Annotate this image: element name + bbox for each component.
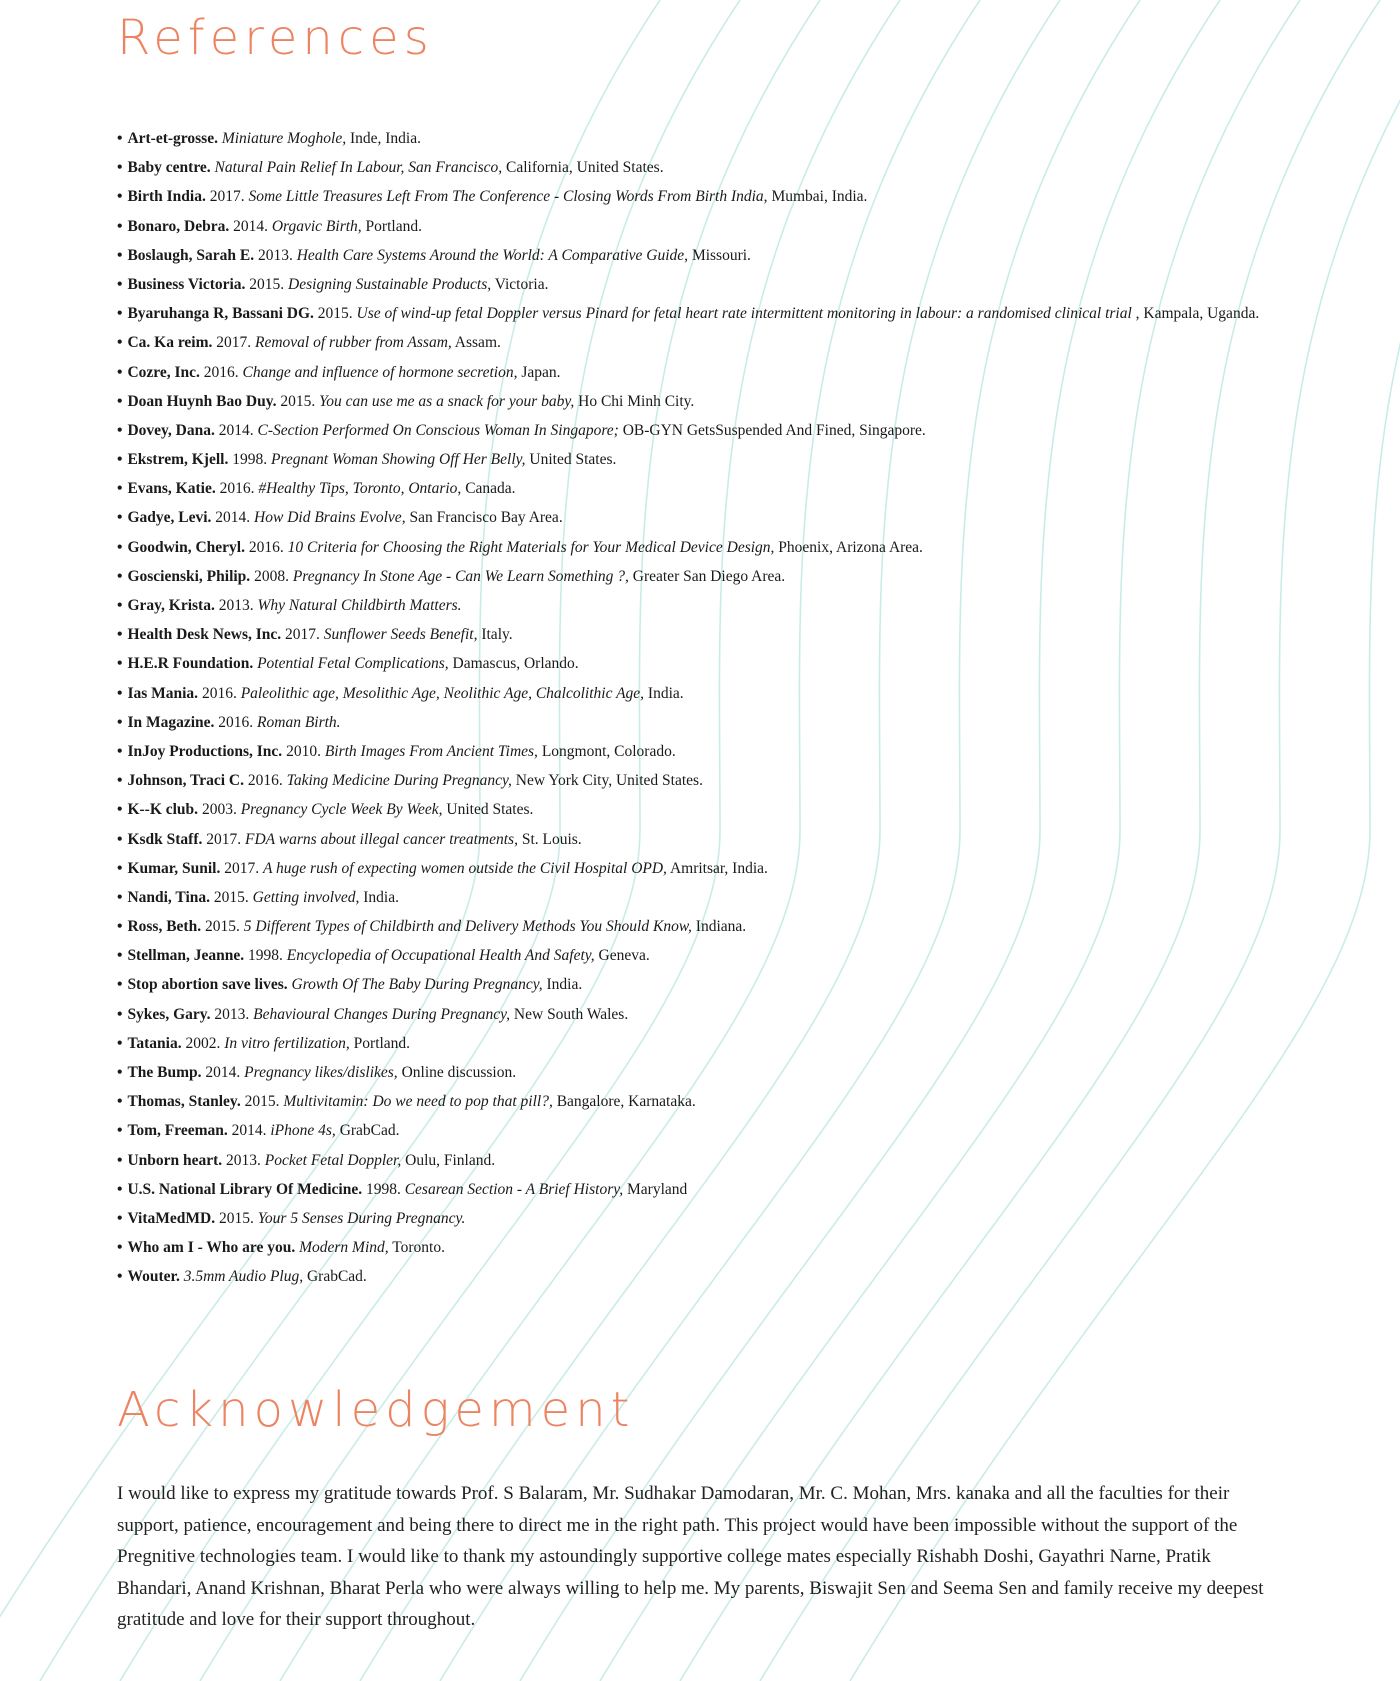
reference-title: Health Care Systems Around the World: A Comparative Guide, <box>296 246 689 264</box>
reference-title: C-Section Performed On Conscious Woman In Singapore; <box>257 421 619 439</box>
bullet-icon: • <box>117 451 123 469</box>
reference-year: 2017. <box>202 830 242 848</box>
reference-year: 2014. <box>214 421 254 439</box>
reference-item <box>117 912 1357 941</box>
reference-title: Potential Fetal Complications, <box>257 655 449 673</box>
reference-item <box>117 649 1357 678</box>
reference-item <box>117 1204 1357 1233</box>
reference-year: 2017. <box>212 334 252 352</box>
reference-year: 1998. <box>228 451 268 469</box>
reference-title: 10 Criteria for Choosing the Right Materials for Your Medical Device Design, <box>287 538 775 556</box>
reference-author: Health Desk News, Inc. <box>127 626 282 644</box>
reference-item <box>117 1116 1357 1145</box>
reference-author: VitaMedMD. <box>127 1209 216 1227</box>
reference-author: Tatania. <box>127 1034 182 1052</box>
reference-year: 2016. <box>215 480 255 498</box>
reference-author: Doan Huynh Bao Duy. <box>127 392 277 410</box>
reference-year: 1998. <box>362 1180 401 1198</box>
reference-year: 2015. <box>201 918 240 936</box>
reference-place: Indiana. <box>691 918 747 936</box>
reference-place: St. Louis. <box>517 830 582 848</box>
reference-year: 2016. <box>198 684 237 702</box>
reference-title: Birth Images From Ancient Times, <box>324 742 538 760</box>
reference-place: Damascus, Orlando. <box>448 655 579 673</box>
bullet-icon: • <box>117 159 123 177</box>
bullet-icon: • <box>117 1034 123 1052</box>
bullet-icon: • <box>117 363 123 381</box>
reference-title: Orgavic Birth, <box>271 217 362 235</box>
reference-title: Removal of rubber from Assam, <box>255 334 452 352</box>
reference-place: Maryland <box>623 1180 688 1198</box>
bullet-icon: • <box>117 1064 123 1081</box>
reference-place: California, United States. <box>502 159 664 177</box>
reference-place: , Kampala, Uganda. <box>1131 305 1260 323</box>
bullet-icon: • <box>117 130 123 147</box>
reference-year: 2016. <box>199 363 239 381</box>
reference-author: InJoy Productions, Inc. <box>127 742 283 760</box>
reference-title: A huge rush of expecting women outside the Civil Hospital OPD, <box>262 859 667 877</box>
reference-year: 2014. <box>227 1122 267 1140</box>
reference-place: Assam. <box>451 334 501 352</box>
reference-item <box>117 1262 1357 1291</box>
reference-item <box>117 124 1357 153</box>
reference-author: U.S. National Library Of Medicine. <box>127 1180 363 1198</box>
reference-place: San Francisco Bay Area. <box>405 509 563 527</box>
reference-title: Pregnancy Cycle Week By Week, <box>240 801 443 819</box>
reference-title: Pocket Fetal Doppler, <box>264 1151 402 1169</box>
reference-place: Longmont, Colorado. <box>537 742 676 760</box>
reference-place: India. <box>359 888 399 906</box>
reference-place: OB-GYN GetsSuspended And Fined, Singapore. <box>618 421 926 439</box>
reference-author: Boslaugh, Sarah E. <box>127 246 255 264</box>
reference-place: Online discussion. <box>397 1064 517 1081</box>
reference-title: Pregnancy In Stone Age - Can We Learn Something ?, <box>292 567 629 585</box>
reference-title: Growth Of The Baby During Pregnancy, <box>291 976 543 994</box>
reference-year: 2014. <box>229 217 268 235</box>
reference-year: 2010. <box>282 742 321 760</box>
reference-item <box>117 854 1357 883</box>
reference-author: Johnson, Traci C. <box>127 772 244 790</box>
reference-author: Stop abortion save lives. <box>127 976 288 994</box>
bullet-icon: • <box>117 713 123 731</box>
bullet-icon: • <box>117 392 123 410</box>
reference-title: Behavioural Changes During Pregnancy, <box>253 1005 511 1023</box>
reference-place: United States. <box>525 451 617 469</box>
reference-item <box>117 328 1357 357</box>
reference-author: Goscienski, Philip. <box>127 567 251 585</box>
reference-place: New York City, United States. <box>511 772 703 790</box>
bullet-icon: • <box>117 597 123 614</box>
reference-year: 2015. <box>276 392 316 410</box>
reference-title: Taking Medicine During Pregnancy, <box>286 772 512 790</box>
reference-author: Gadye, Levi. <box>127 509 212 527</box>
reference-title: Cesarean Section - A Brief History, <box>404 1180 624 1198</box>
reference-author: The Bump. <box>127 1064 202 1081</box>
reference-author: K--K club. <box>127 801 199 819</box>
reference-year: 2017. <box>220 859 260 877</box>
reference-year: 2016. <box>244 772 283 790</box>
acknowledgement-heading: Acknowledgement <box>117 1382 635 1438</box>
reference-author: Who am I - Who are you. <box>127 1239 296 1257</box>
bullet-icon: • <box>117 509 123 527</box>
bullet-icon: • <box>117 888 123 906</box>
bullet-icon: • <box>117 742 123 760</box>
reference-year: 2016. <box>214 713 254 731</box>
reference-year: 2002. <box>181 1034 221 1052</box>
bullet-icon: • <box>117 480 123 498</box>
reference-place: Toronto. <box>388 1239 445 1257</box>
bullet-icon: • <box>117 1151 123 1169</box>
reference-place: GrabCad. <box>335 1122 400 1140</box>
reference-year: 2014. <box>201 1064 241 1081</box>
reference-item <box>117 270 1357 299</box>
reference-year: 2015. <box>245 275 285 293</box>
bullet-icon: • <box>117 1268 123 1286</box>
reference-place: Geneva. <box>594 947 650 965</box>
reference-title: Why Natural Childbirth Matters. <box>257 597 462 614</box>
reference-title: Use of wind-up fetal Doppler versus Pinard for fetal heart rate intermittent monitoring in labour: a randomised clinical trial <box>356 305 1132 323</box>
bullet-icon: • <box>117 1180 123 1198</box>
reference-item <box>117 562 1357 591</box>
reference-place: Bangalore, Karnataka. <box>552 1093 696 1111</box>
reference-item <box>117 766 1357 795</box>
reference-year: 2015. <box>215 1209 254 1227</box>
reference-place: Portland. <box>349 1034 411 1052</box>
bullet-icon: • <box>117 1005 123 1023</box>
reference-place: Victoria. <box>491 275 549 293</box>
reference-item <box>117 679 1357 708</box>
reference-author: Kumar, Sunil. <box>127 859 221 877</box>
reference-item <box>117 620 1357 649</box>
reference-author: Sykes, Gary. <box>127 1005 211 1023</box>
reference-author: Ross, Beth. <box>127 918 202 936</box>
reference-item <box>117 1058 1357 1087</box>
bullet-icon: • <box>117 305 123 323</box>
bullet-icon: • <box>117 275 123 293</box>
reference-author: Baby centre. <box>127 159 211 177</box>
bullet-icon: • <box>117 684 123 702</box>
reference-author: Byaruhanga R, Bassani DG. <box>127 305 314 323</box>
bullet-icon: • <box>117 1093 123 1111</box>
bullet-icon: • <box>117 918 123 936</box>
reference-year: 2014. <box>211 509 251 527</box>
reference-item <box>117 182 1357 211</box>
bullet-icon: • <box>117 1209 123 1227</box>
bullet-icon: • <box>117 1239 123 1257</box>
bullet-icon: • <box>117 188 123 206</box>
reference-item <box>117 212 1357 241</box>
reference-item <box>117 1087 1357 1116</box>
reference-item <box>117 387 1357 416</box>
reference-year: 2008. <box>250 567 289 585</box>
reference-title: How Did Brains Evolve, <box>254 509 406 527</box>
reference-item <box>117 358 1357 387</box>
reference-item <box>117 708 1357 737</box>
reference-item <box>117 941 1357 970</box>
reference-place: Italy. <box>477 626 513 644</box>
reference-author: Tom, Freeman. <box>127 1122 228 1140</box>
reference-title: In vitro fertilization, <box>224 1034 350 1052</box>
reference-item <box>117 1175 1357 1204</box>
reference-year: 2013. <box>210 1005 250 1023</box>
reference-author: Evans, Katie. <box>127 480 216 498</box>
reference-item <box>117 241 1357 270</box>
reference-place: GrabCad. <box>303 1268 367 1286</box>
reference-title: iPhone 4s, <box>270 1122 336 1140</box>
reference-title: Sunflower Seeds Benefit, <box>323 626 478 644</box>
reference-author: Birth India. <box>127 188 206 206</box>
reference-author: Wouter. <box>127 1268 180 1286</box>
reference-item <box>117 795 1357 824</box>
reference-item <box>117 1146 1357 1175</box>
reference-title: Paleolithic age, Mesolithic Age, Neolithic Age, Chalcolithic Age, <box>240 684 645 702</box>
reference-year: 1998. <box>244 947 283 965</box>
reference-item <box>117 503 1357 532</box>
reference-author: Business Victoria. <box>127 275 246 293</box>
reference-title: Natural Pain Relief In Labour, San Francisco, <box>214 159 503 177</box>
reference-year: 2013. <box>254 246 293 264</box>
bullet-icon: • <box>117 1122 123 1140</box>
reference-year: 2015. <box>313 305 353 323</box>
reference-place: Missouri. <box>688 246 751 264</box>
reference-item <box>117 883 1357 912</box>
bullet-icon: • <box>117 421 123 439</box>
bullet-icon: • <box>117 772 123 790</box>
reference-title: 5 Different Types of Childbirth and Delivery Methods You Should Know, <box>243 918 692 936</box>
reference-year: 2015. <box>240 1093 280 1111</box>
reference-title: 3.5mm Audio Plug, <box>183 1268 304 1286</box>
reference-place: Mumbai, India. <box>767 188 868 206</box>
reference-item <box>117 825 1357 854</box>
reference-title: Getting involved, <box>252 888 360 906</box>
bullet-icon: • <box>117 976 123 994</box>
reference-author: Art-et-grosse. <box>127 130 218 147</box>
reference-place: Greater San Diego Area. <box>628 567 786 585</box>
reference-place: Amritsar, India. <box>666 859 768 877</box>
reference-title: FDA warns about illegal cancer treatments, <box>245 830 518 848</box>
reference-year: 2003. <box>198 801 237 819</box>
reference-year: 2013. <box>222 1151 261 1169</box>
reference-place: Portland. <box>361 217 422 235</box>
reference-author: Ias Mania. <box>127 684 199 702</box>
reference-author: In Magazine. <box>127 713 215 731</box>
references-heading: References <box>117 10 434 66</box>
reference-author: Stellman, Jeanne. <box>127 947 245 965</box>
reference-place: United States. <box>442 801 534 819</box>
reference-item <box>117 1000 1357 1029</box>
reference-author: Goodwin, Cheryl. <box>127 538 245 556</box>
reference-year: 2013. <box>214 597 254 614</box>
bullet-icon: • <box>117 538 123 556</box>
reference-title: Roman Birth. <box>257 713 341 731</box>
reference-title: Encyclopedia of Occupational Health And Safety, <box>286 947 595 965</box>
reference-author: Cozre, Inc. <box>127 363 200 381</box>
reference-year: 2016. <box>245 538 284 556</box>
reference-place: Japan. <box>517 363 561 381</box>
bullet-icon: • <box>117 655 123 673</box>
reference-title: Multivitamin: Do we need to pop that pill?, <box>283 1093 553 1111</box>
reference-place: Inde, India. <box>346 130 421 147</box>
reference-item <box>117 737 1357 766</box>
reference-item <box>117 416 1357 445</box>
reference-place: Phoenix, Arizona Area. <box>774 538 923 556</box>
reference-author: Ksdk Staff. <box>127 830 203 848</box>
reference-author: Bonaro, Debra. <box>127 217 230 235</box>
reference-title: Some Little Treasures Left From The Conference - Closing Words From Birth India, <box>248 188 768 206</box>
reference-item <box>117 153 1357 182</box>
reference-author: Thomas, Stanley. <box>127 1093 241 1111</box>
bullet-icon: • <box>117 246 123 264</box>
reference-author: Nandi, Tina. <box>127 888 211 906</box>
reference-item <box>117 533 1357 562</box>
bullet-icon: • <box>117 859 123 877</box>
reference-item <box>117 970 1357 999</box>
reference-place: Oulu, Finland. <box>401 1151 496 1169</box>
reference-title: You can use me as a snack for your baby, <box>319 392 575 410</box>
reference-author: Unborn heart. <box>127 1151 223 1169</box>
reference-title: Miniature Moghole, <box>221 130 347 147</box>
reference-place: Ho Chi Minh City. <box>574 392 695 410</box>
reference-item <box>117 474 1357 503</box>
references-list <box>117 124 1357 1292</box>
reference-place: India. <box>644 684 684 702</box>
reference-author: Gray, Krista. <box>127 597 215 614</box>
bullet-icon: • <box>117 947 123 965</box>
reference-item <box>117 1233 1357 1262</box>
reference-title: Modern Mind, <box>299 1239 389 1257</box>
reference-year: 2017. <box>281 626 320 644</box>
reference-item <box>117 299 1357 328</box>
bullet-icon: • <box>117 626 123 644</box>
reference-author: Ekstrem, Kjell. <box>127 451 229 469</box>
bullet-icon: • <box>117 567 123 585</box>
reference-title: Your 5 Senses During Pregnancy. <box>257 1209 466 1227</box>
reference-title: Designing Sustainable Products, <box>288 275 492 293</box>
reference-author: Ca. Ka reim. <box>127 334 213 352</box>
reference-item <box>117 445 1357 474</box>
bullet-icon: • <box>117 801 123 819</box>
reference-title: #Healthy Tips, Toronto, Ontario, <box>258 480 462 498</box>
reference-year: 2017. <box>205 188 245 206</box>
reference-title: Change and influence of hormone secretion, <box>242 363 518 381</box>
reference-author: Dovey, Dana. <box>127 421 215 439</box>
bullet-icon: • <box>117 334 123 352</box>
reference-place: India. <box>542 976 583 994</box>
reference-author: H.E.R Foundation. <box>127 655 254 673</box>
reference-title: Pregnancy likes/dislikes, <box>244 1064 398 1081</box>
reference-place: Canada. <box>461 480 516 498</box>
bullet-icon: • <box>117 217 123 235</box>
acknowledgement-paragraph: I would like to express my gratitude towards Prof. S Balaram, Mr. Sudhakar Damodaran, Mr. C. Mohan, Mrs. kanaka and all the faculties for their support, patience, encouragement and being there to direct me in the right path. This project would have been impossible without the support of the Pregnitive technologies team. I would like to thank my astoundingly supportive college mates especially Rishabh Doshi, Gayathri Narne, Pratik Bhandari, Anand Krishnan, Bharat Perla who were always willing to help me. My parents, Biswajit Sen and Seema Sen and family receive my deepest gratitude and love for their support throughout. <box>117 1483 1264 1630</box>
reference-place: New South Wales. <box>510 1005 629 1023</box>
bullet-icon: • <box>117 830 123 848</box>
reference-year: 2015. <box>210 888 249 906</box>
reference-item <box>117 1029 1357 1058</box>
reference-item <box>117 591 1357 620</box>
reference-title: Pregnant Woman Showing Off Her Belly, <box>270 451 526 469</box>
